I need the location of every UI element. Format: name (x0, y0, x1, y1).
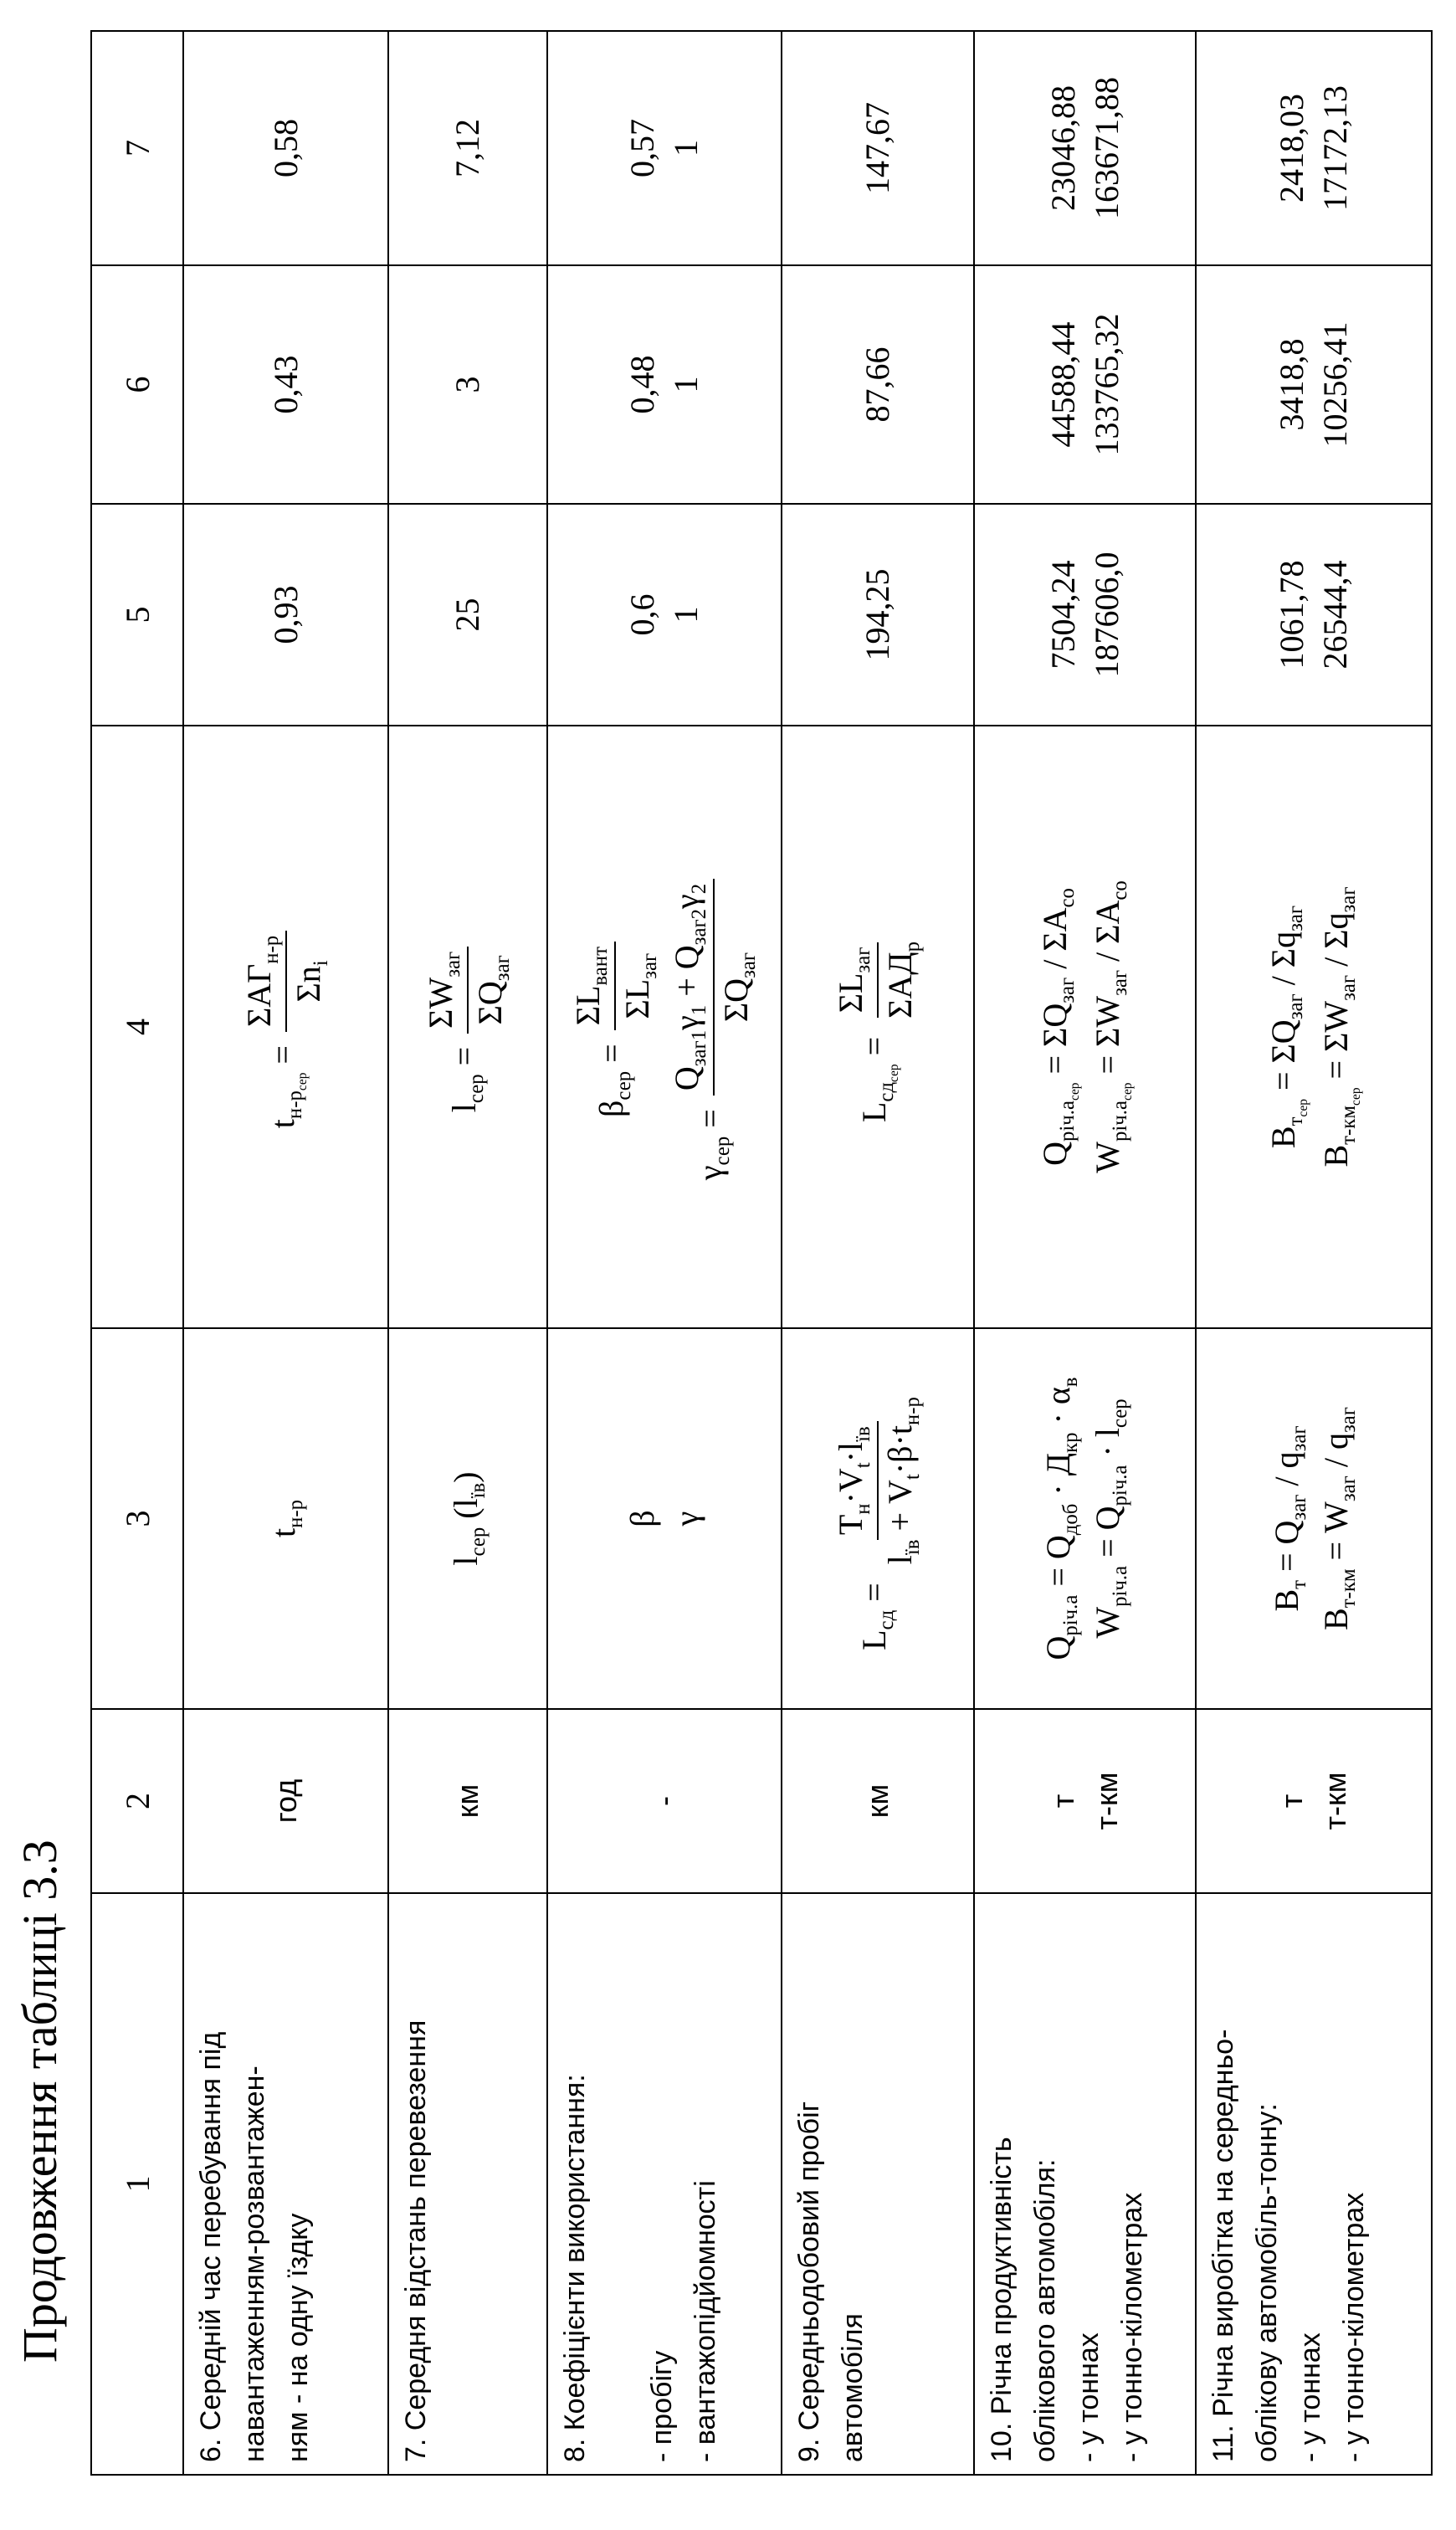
row-name-line: ням - на одну їздку (282, 2213, 314, 2462)
formula4-cell (183, 726, 388, 1328)
value-line: 26544,4 (1316, 560, 1354, 670)
formula4-cell (547, 726, 782, 1328)
formula: $l_{сер}$ $(l_{їв})$ (446, 1471, 490, 1566)
row-name-line: - у тоннах (1073, 2332, 1105, 2462)
row-name-spacer (597, 1906, 640, 2462)
row-name-line: - пробігу (646, 2350, 678, 2462)
table-caption: Продовження таблиці 3.3 (13, 1840, 67, 2363)
formula: $t_{н-р}$ (264, 1499, 307, 1538)
value-line: 23046,88 (1043, 85, 1082, 211)
row-name-line: 9. Середньодобовий пробіг (793, 2101, 825, 2462)
value-line: 133765,32 (1087, 313, 1125, 456)
value-cell-7 (547, 31, 782, 265)
unit-cell (1196, 1709, 1432, 1893)
value-line: 163671,88 (1087, 77, 1125, 219)
row-name-line: навантаженням-розвантажен- (238, 2066, 270, 2462)
formula3-cell (782, 1328, 974, 1709)
header-cell: 5 (91, 504, 183, 726)
formula: $В_т = Q_{заг} / q_{заг}$ (1268, 1425, 1310, 1612)
header-cell: 3 (91, 1328, 183, 1709)
value-line: 1 (667, 376, 705, 393)
unit-line: т (1045, 1794, 1080, 1809)
formula: $\gamma_{сер}$ = $Q_{заг1}\gamma_1 + Q_{заг2}\gamma_2$ $\Sigma Q_{заг}$ (667, 726, 761, 1327)
unit-cell: год (183, 1709, 388, 1893)
unit-cell (974, 1709, 1196, 1893)
formula4-cell (388, 726, 547, 1328)
value-line: 2418,03 (1273, 94, 1310, 203)
data-table (90, 30, 1433, 2476)
unit-cell: - (547, 1709, 782, 1893)
formula: $l_{сер}$ = $\Sigma W_{заг}$ $\Sigma Q_{заг}$ (445, 942, 483, 1112)
value-cell-6: 0,43 (183, 265, 388, 504)
row-name-cell (782, 1893, 974, 2475)
value-line: 1 (667, 140, 705, 157)
row-name-line: автомобіля (837, 2313, 869, 2462)
formula: $В_{т-км} = W_{заг} / q_{заг}$ (1317, 1407, 1360, 1630)
table-row (1196, 31, 1432, 2475)
value-cell-6: 3 (388, 265, 547, 504)
value-line: 0,6 (623, 593, 661, 636)
formula: $L_{сд}$ = $Т_н\cdot V_t\cdot l_{їв}$ $l_{їв} + V_t\cdot\beta\cdot t_{н-р}$ (832, 1397, 924, 1650)
formula: $Q_{річ.а} = Q_{доб} \cdot Д_{кр} \cdot \alpha_в$ (1038, 1377, 1082, 1660)
value-cell-5: 194,25 (782, 504, 974, 726)
header-cell: 6 (91, 265, 183, 504)
value-line: 7504,24 (1043, 560, 1082, 670)
value-line: 0,57 (623, 119, 661, 177)
value-cell-7 (1196, 31, 1432, 265)
formula: $L_{сд_{сер}}$ = $\Sigma L_{заг}$ $\Sigma АД_р$ (832, 942, 924, 1122)
formula4-cell (1196, 726, 1432, 1328)
header-row (91, 31, 183, 2475)
table-row (388, 31, 547, 2475)
row-name-cell (1196, 1893, 1432, 2475)
formula4-cell (974, 726, 1196, 1328)
formula3-cell (1196, 1328, 1432, 1709)
row-name-line: 8. Коефіцієнти використання: (559, 2074, 591, 2462)
formula: $W_{річ.а_{сер}} = \Sigma W_{заг} / \Sigma A_{со}$ (1088, 880, 1135, 1173)
row-name-cell (974, 1893, 1196, 2475)
value-cell-7: 7,12 (388, 31, 547, 265)
table-row (183, 31, 388, 2475)
formula: $W_{річ.а} = Q_{річ.а} \cdot l_{сер}$ (1088, 1398, 1131, 1639)
row-name-line: 11. Річна виробітка на середньо- (1207, 2029, 1239, 2462)
value-line: 0,48 (623, 355, 661, 414)
formula: $\beta_{сер}$ = $\Sigma L_{вант}$ $\Sigma L_{заг}$ (568, 726, 662, 1327)
formula3-cell (183, 1328, 388, 1709)
formula: β (623, 1510, 661, 1527)
value-cell-7: 0,58 (183, 31, 388, 265)
formula: $t_{н-р_{сер}}$ = $\Sigma АГ_{н-р}$ $\Sigma n_i$ (264, 926, 301, 1128)
formula3-cell (547, 1328, 782, 1709)
table-row (547, 31, 782, 2475)
value-cell-5 (547, 504, 782, 726)
row-name-cell (547, 1893, 782, 2475)
value-cell-7 (974, 31, 1196, 265)
value-line: 187606,0 (1087, 552, 1125, 678)
value-cell-6 (1196, 265, 1432, 504)
formula: γ (668, 1511, 705, 1527)
header-cell: 7 (91, 31, 183, 265)
value-line: 17172,13 (1316, 85, 1354, 211)
value-line: 3418,8 (1273, 338, 1310, 431)
value-cell-5 (974, 504, 1196, 726)
row-name-line: - у тоннах (1295, 2332, 1326, 2462)
row-name-line: 7. Середня відстань перевезення (400, 2019, 432, 2462)
value-line: 10256,41 (1316, 321, 1354, 448)
row-name-line: - у тонно-кілометрах (1116, 2192, 1148, 2462)
row-name-line: облікову автомобіль-тонну: (1251, 2103, 1283, 2462)
row-name-line: - у тонно-кілометрах (1338, 2192, 1370, 2462)
table-row (974, 31, 1196, 2475)
value-line: 44588,44 (1043, 321, 1082, 448)
value-cell-7: 147,67 (782, 31, 974, 265)
row-name-line: - вантажопідйомності (690, 2180, 721, 2462)
value-cell-5: 25 (388, 504, 547, 726)
row-name-cell (388, 1893, 547, 2475)
formula: $В_{т_{сер}} = \Sigma Q_{заг} / \Sigma q_{заг}$ (1264, 905, 1310, 1149)
value-cell-6: 87,66 (782, 265, 974, 504)
unit-cell: км (782, 1709, 974, 1893)
value-cell-6 (974, 265, 1196, 504)
row-name-line: 10. Річна продуктивність (986, 2137, 1018, 2462)
formula: $В_{т-км_{сер}} = \Sigma W_{заг} / \Sigma q_{заг}$ (1317, 886, 1363, 1167)
formula4-cell (782, 726, 974, 1328)
table-row (782, 31, 974, 2475)
header-cell: 2 (91, 1709, 183, 1893)
value-line: 1 (667, 606, 705, 624)
formula3-cell (974, 1328, 1196, 1709)
unit-line: т-км (1089, 1772, 1124, 1830)
value-line: 1061,78 (1273, 560, 1310, 670)
formula: $Q_{річ.а_{сер}} = \Sigma Q_{заг} / \Sigma A_{со}$ (1035, 888, 1082, 1166)
header-cell: 1 (91, 1893, 183, 2475)
row-name-line: облікового автомобіля: (1029, 2158, 1061, 2462)
value-cell-6 (547, 265, 782, 504)
unit-line: т (1274, 1794, 1309, 1809)
formula3-cell (388, 1328, 547, 1709)
unit-line: т-км (1318, 1772, 1352, 1830)
header-cell: 4 (91, 726, 183, 1328)
unit-cell: км (388, 1709, 547, 1893)
value-cell-5: 0,93 (183, 504, 388, 726)
row-name-cell (183, 1893, 388, 2475)
row-name-line: 6. Середній час перебування під (195, 2031, 227, 2462)
value-cell-5 (1196, 504, 1432, 726)
